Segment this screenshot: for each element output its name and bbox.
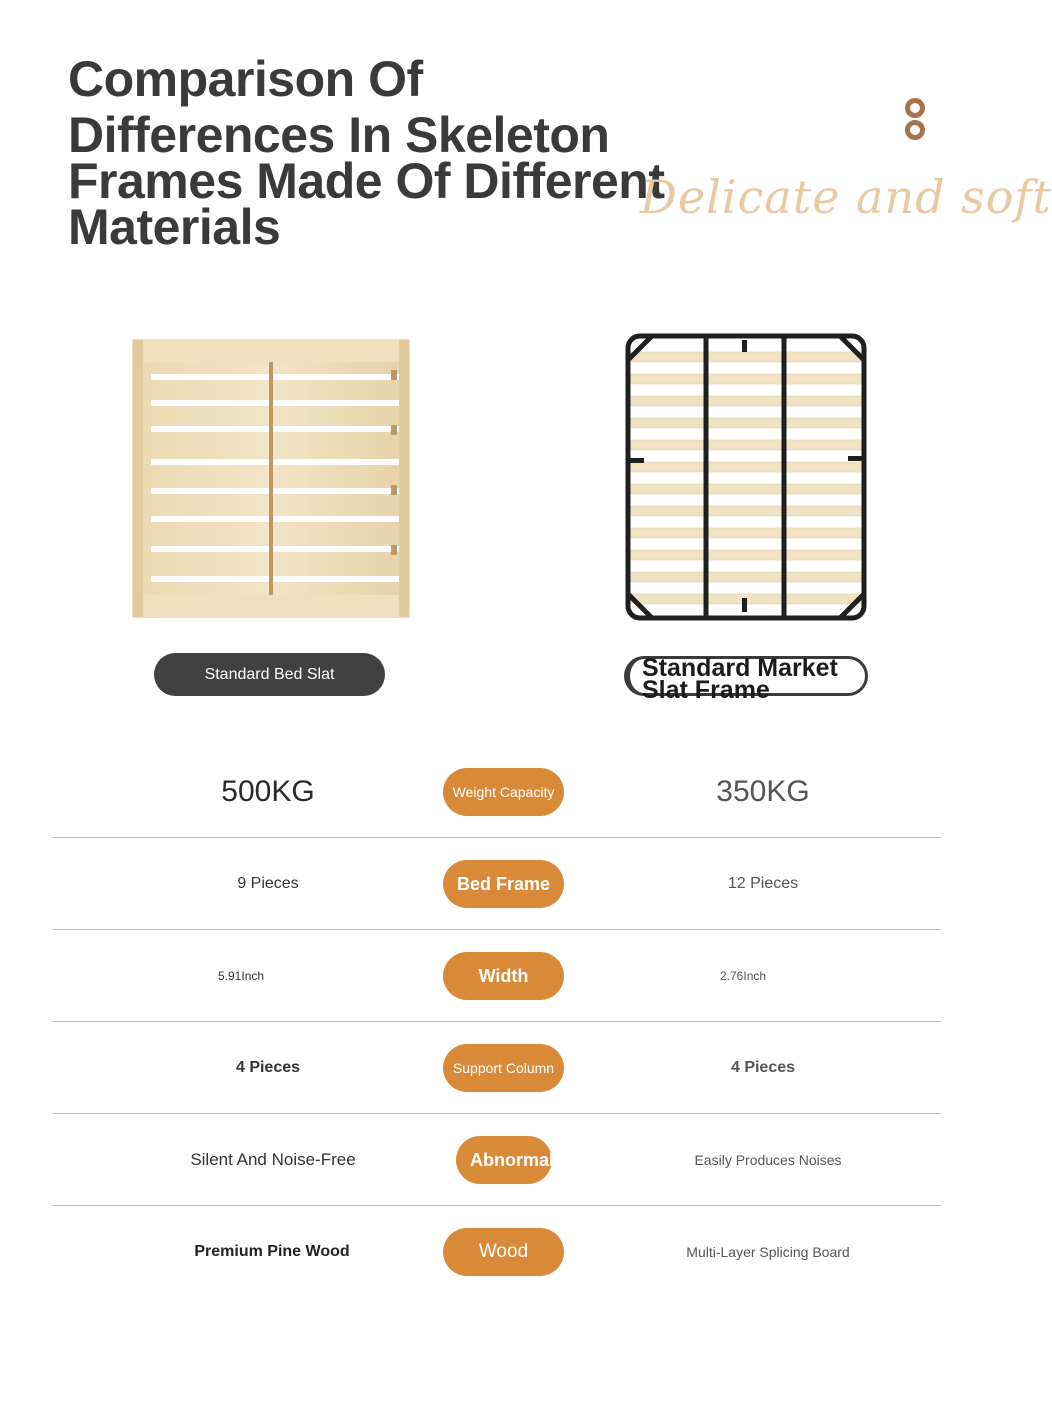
left-value: 4 Pieces [235, 1058, 301, 1076]
standard-market-slat-frame-label-text: Standard Market Slat Frame [642, 654, 838, 704]
right-value: 350KG [716, 774, 810, 808]
comparison-row-bed-frame [53, 838, 941, 930]
decorative-rings-icon [902, 98, 928, 144]
right-value: 2.76Inch [720, 968, 767, 983]
comparison-row-abnormal-noise [53, 1114, 941, 1206]
standard-bed-slat-image [133, 340, 409, 622]
right-value: 12 Pieces [727, 874, 799, 892]
standard-bed-slat-label: Standard Bed Slat [154, 653, 385, 696]
row-label-pill: Bed Frame [443, 860, 564, 908]
left-value: Premium Pine Wood [194, 1243, 350, 1260]
comparison-row-wood [53, 1206, 941, 1298]
standard-market-slat-frame-label [624, 654, 868, 704]
comparison-row-width [53, 930, 941, 1022]
row-label-pill: Support Column [443, 1044, 564, 1092]
left-value: Silent And Noise-Free [190, 1149, 356, 1169]
comparison-row-support-column [53, 1022, 941, 1114]
title-line-rest: Differences In Skeleton Frames Made Of Different Materials [68, 107, 665, 255]
row-label-pill: Width [443, 952, 564, 1000]
left-value: 9 Pieces [237, 874, 299, 892]
decorative-script-text: Delicate and soft [640, 170, 1052, 224]
right-value: Easily Produces Noises [694, 1151, 842, 1168]
row-label-pill: Abnormal Noise [456, 1136, 552, 1184]
title-line-1: Comparison Of [68, 51, 423, 107]
right-value: 4 Pieces [730, 1058, 796, 1076]
standard-market-slat-frame-image [624, 332, 868, 627]
page-title [68, 51, 688, 255]
left-value: 5.91Inch [218, 968, 265, 983]
row-label-pill: Weight Capacity [443, 768, 564, 816]
row-label-pill: Wood [443, 1228, 564, 1276]
comparison-row-weight [53, 746, 941, 838]
left-value: 500KG [221, 774, 315, 808]
right-value: Multi-Layer Splicing Board [686, 1244, 850, 1260]
